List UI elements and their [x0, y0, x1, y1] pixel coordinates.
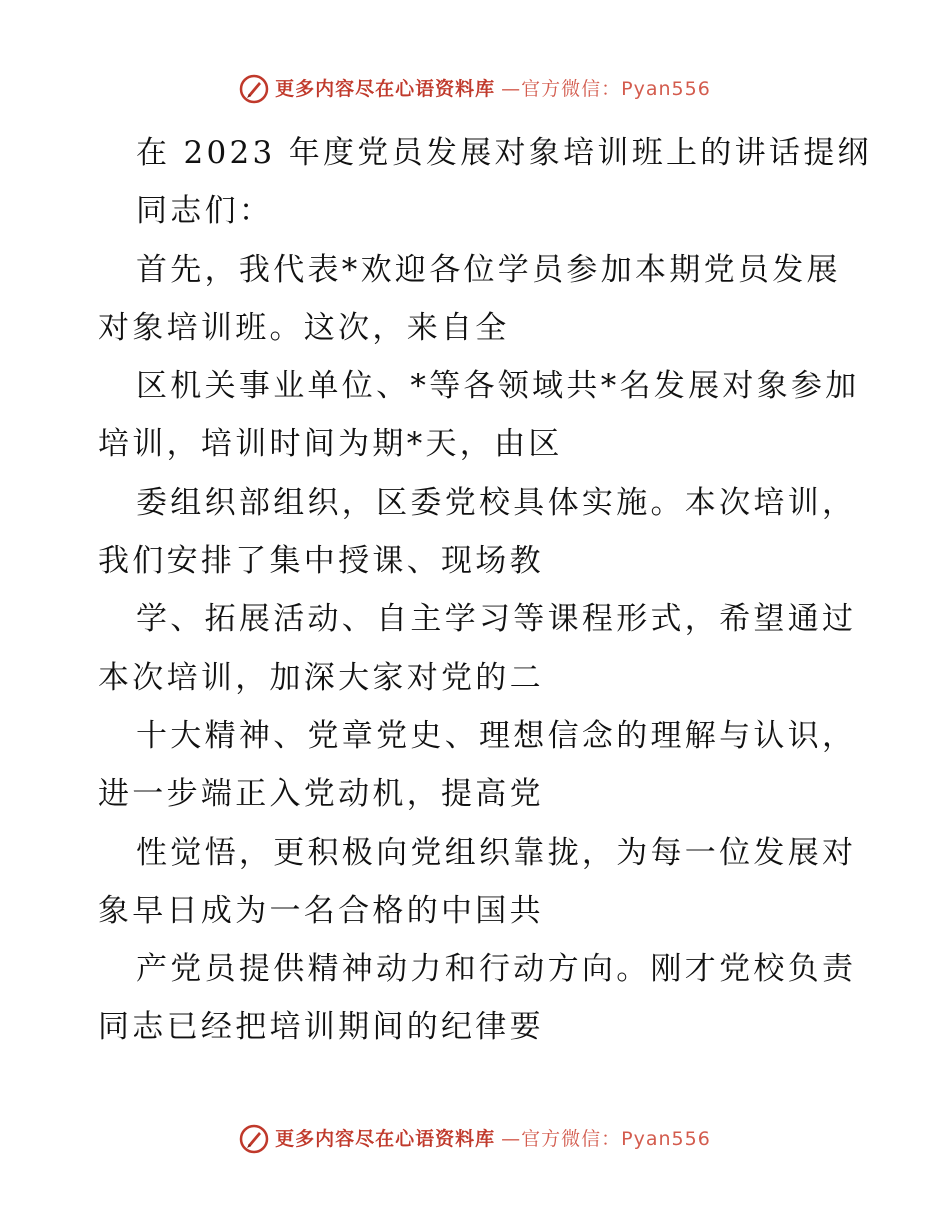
- page-header: [0, 74, 950, 104]
- text-line: 十大精神、党章党史、理想信念的理解与认识，: [136, 717, 857, 754]
- text-line: 性觉悟，更积极向党组织靠拢，为每一位发展对: [136, 834, 857, 871]
- quill-logo-icon: [239, 74, 269, 104]
- quill-logo-icon: [239, 1124, 269, 1154]
- header-wechat-text: —官方微信：Pyan556: [501, 77, 711, 100]
- text-line: 我们安排了集中授课、现场教: [98, 543, 544, 580]
- text-line: 进一步端正入党动机，提高党: [98, 776, 544, 813]
- text-line: 学、拓展活动、自主学习等课程形式，希望通过: [136, 601, 857, 638]
- text-line: 首先，我代表*欢迎各位学员参加本期党员发展: [136, 251, 841, 288]
- salutation: 同志们：: [136, 193, 274, 230]
- text-line: 委组织部组织，区委党校具体实施。本次培训，: [136, 484, 857, 521]
- text-line: 本次培训，加深大家对党的二: [98, 659, 544, 696]
- footer-brand-text: 更多内容尽在心语资料库: [275, 1127, 496, 1150]
- text-line: 培训，培训时间为期*天，由区: [98, 426, 563, 463]
- text-line: 区机关事业单位、*等各领域共*名发展对象参加: [136, 368, 860, 405]
- header-brand-text: 更多内容尽在心语资料库: [275, 77, 496, 100]
- document-title: 在 2023 年度党员发展对象培训班上的讲话提纲: [136, 135, 872, 171]
- text-line: 对象培训班。这次，来自全: [98, 309, 510, 346]
- document-body: [98, 124, 872, 1057]
- text-line: 产党员提供精神动力和行动方向。刚才党校负责: [136, 951, 857, 988]
- text-line: 同志已经把培训期间的纪律要: [98, 1009, 544, 1046]
- page-footer: [0, 1124, 950, 1154]
- text-line: 象早日成为一名合格的中国共: [98, 892, 544, 929]
- footer-wechat-text: —官方微信：Pyan556: [501, 1127, 711, 1150]
